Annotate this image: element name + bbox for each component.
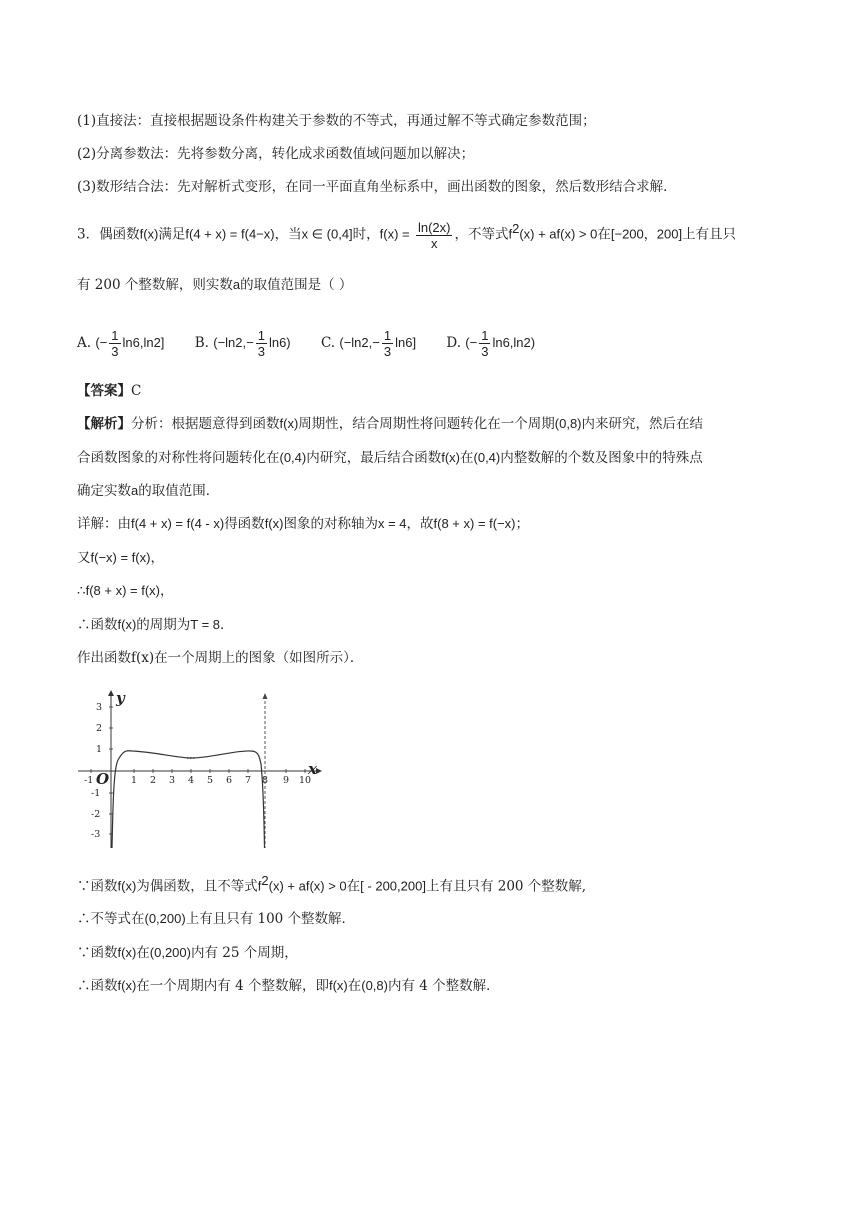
option-a[interactable]: A. (− $\frac{1}{3}$ ln6,ln2] <box>77 328 165 359</box>
x-tick-label: 2 <box>150 775 157 786</box>
option-b[interactable]: B. (−ln2,− $\frac{1}{3}$ ln6) <box>194 328 291 359</box>
x-tick-label: 6 <box>226 775 233 786</box>
x-tick-label: 1 <box>131 775 138 786</box>
answer-value: C <box>131 383 142 399</box>
analysis-line-2: 合函数图象的对称性将问题转化在(0,4)内研究，最后结合函数f(x)在(0,4)内整数解的个数及图象中的特殊点 <box>77 450 703 466</box>
option-d[interactable]: D. (− $\frac{1}{3}$ ln6,ln2) <box>446 328 536 359</box>
function-graph <box>76 688 326 850</box>
origin-label: O <box>96 770 110 788</box>
answer-line: 【答案】C <box>77 383 142 399</box>
conclusion-line-1: ∵函数f(x)为偶函数，且不等式$f^2(x) + af(x) > 0$在[ - 200,200]上有且只有 200 个整数解, <box>77 873 587 895</box>
detail-line-1: 详解：由f(4 + x) = f(4 - x)得函数f(x)图象的对称轴为x = 4，故f(8 + x) = f(−x)； <box>77 516 530 532</box>
detail-line-3: ∴f(8 + x) = f(x)， <box>77 583 174 599</box>
y-tick-label: 1 <box>96 744 103 755</box>
options-row <box>77 328 561 359</box>
x-tick-label: 7 <box>245 775 252 786</box>
x-tick-label: 5 <box>207 775 214 786</box>
y-tick-label: 3 <box>96 702 103 713</box>
y-tick-label: 2 <box>96 723 103 734</box>
conclusion-line-2: ∴不等式在(0,200)上有且只有 100 个整数解． <box>77 911 356 927</box>
analysis-line-3: 确定实数a的取值范围． <box>77 483 220 499</box>
y-tick-label: -3 <box>91 829 101 840</box>
method-3: (3)数形结合法：先对解析式变形，在同一平面直角坐标系中，画出函数的图象，然后数形结合求解． <box>77 179 677 195</box>
asymptote-arrow-icon <box>263 693 268 699</box>
x-tick-label: 3 <box>169 775 176 786</box>
detail-line-4: ∴函数f(x)的周期为T = 8． <box>77 617 234 633</box>
analysis-line-1: 【解析】分析：根据题意得到函数f(x)周期性，结合周期性将问题转化在一个周期(0,8)内来研究，然后在结 <box>77 416 704 432</box>
x-tick-label: 10 <box>299 775 312 786</box>
option-c[interactable]: C. (−ln2,− $\frac{1}{3}$ ln6] <box>320 328 417 359</box>
question-line-1: 3．偶函数f(x)满足f(4 + x) = f(4−x)，当x ∈ (0,4]时，f(x) = $\frac{\ln(2x)}{x}$ ，不等式$f^2(x) + af(x) > 0$在[−200，200]上有且只 <box>77 219 737 251</box>
y-axis-arrow-icon <box>108 690 114 696</box>
conclusion-line-4: ∴函数f(x)在一个周期内有 4 个整数解，即f(x)在(0,8)内有 4 个整数解． <box>77 978 500 994</box>
question-line-2: 有 200 个整数解，则实数a的取值范围是（ ） <box>77 277 353 293</box>
y-tick-label: -2 <box>91 809 101 820</box>
x-axis-label: x <box>308 760 317 778</box>
function-curve <box>112 751 265 848</box>
x-tick-label: 9 <box>283 775 290 786</box>
method-1: (1)直接法：直接根据题设条件构建关于参数的不等式，再通过解不等式确定参数范围； <box>77 113 596 129</box>
x-tick-label: -1 <box>84 775 94 786</box>
fraction-ln2x-over-x: $\frac{\ln(2x)}{x}$ <box>417 219 451 251</box>
method-2: (2)分离参数法：先将参数分离，转化成求函数值域问题加以解决； <box>77 146 475 162</box>
y-tick-label: -1 <box>91 788 101 799</box>
x-tick-label: 4 <box>188 775 195 786</box>
conclusion-line-3: ∵函数f(x)在(0,200)内有 25 个周期， <box>77 945 298 961</box>
detail-line-5: 作出函数f(x)在一个周期上的图象（如图所示）． <box>77 650 364 666</box>
detail-line-2: 又f(−x) = f(x)， <box>77 550 164 566</box>
x-tick-label: 8 <box>262 775 269 786</box>
y-axis-label: y <box>116 689 125 707</box>
